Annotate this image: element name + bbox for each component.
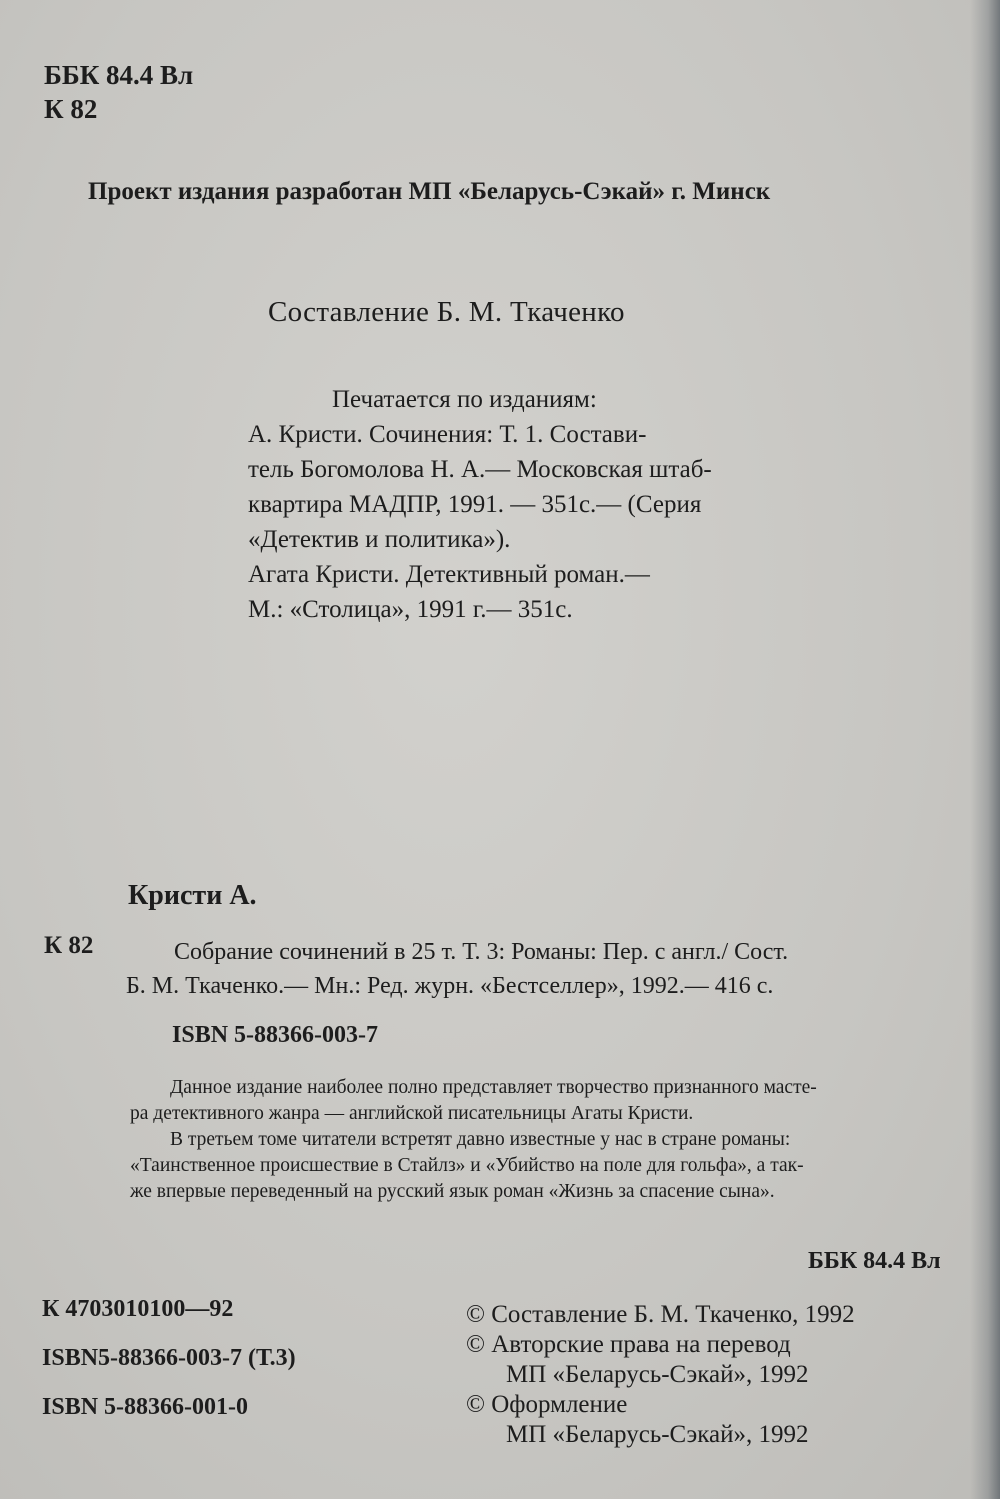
bbk-classification-top xyxy=(44,58,193,126)
source-line: Агата Кристи. Детективный роман.— xyxy=(248,561,650,588)
bibliographic-description xyxy=(126,935,789,1003)
copyright-line: МП «Беларусь-Сэкай», 1992 xyxy=(506,1421,809,1448)
publisher-code: К 4703010100—92 xyxy=(42,1296,234,1322)
page-edge-shadow xyxy=(970,0,1000,1499)
copyright-line: © Составление Б. М. Ткаченко, 1992 xyxy=(466,1301,855,1328)
catalog-code: К 82 xyxy=(44,932,94,959)
copyright-block xyxy=(466,1300,855,1450)
sources-block xyxy=(248,382,712,627)
isbn-volume: ISBN5-88366-003-7 (Т.3) xyxy=(42,1345,296,1371)
source-line: тель Богомолова Н. А.— Московская штаб- xyxy=(248,456,712,483)
project-line: Проект издания разработан МП «Беларусь-Сэкай» г. Минск xyxy=(88,178,771,205)
bbk-classification-bottom: ББК 84.4 Вл xyxy=(808,1248,941,1274)
publication-codes xyxy=(42,1296,296,1443)
bbk-code: ББК 84.4 Вл xyxy=(44,60,194,90)
annotation-line: ра детективного жанра — английской писательницы Агаты Кристи. xyxy=(130,1103,694,1124)
copyright-line: © Авторские права на перевод xyxy=(466,1331,791,1358)
sources-heading: Печатается по изданиям: xyxy=(332,386,597,413)
isbn-series: ISBN 5-88366-001-0 xyxy=(42,1394,249,1420)
annotation-block xyxy=(130,1075,817,1205)
description-line: Б. М. Ткаченко.— Мн.: Ред. журн. «Бестселлер», 1992.— 416 с. xyxy=(126,973,774,999)
description-line: Собрание сочинений в 25 т. Т. 3: Романы: Пер. с англ./ Сост. xyxy=(174,939,789,965)
source-line: «Детектив и политика»). xyxy=(248,526,511,553)
annotation-line: Данное издание наиболее полно представляет творчество признанного масте- xyxy=(170,1077,817,1098)
copyright-line: © Оформление xyxy=(466,1391,628,1418)
source-line: А. Кристи. Сочинения: Т. 1. Состави- xyxy=(248,421,647,448)
annotation-line: В третьем томе читатели встретят давно известные у нас в стране романы: xyxy=(170,1129,791,1150)
author-mark: К 82 xyxy=(44,94,98,124)
author-heading: Кристи А. xyxy=(128,880,257,911)
source-line: квартира МАДПР, 1991. — 351с.— (Серия xyxy=(248,491,702,518)
annotation-line: же впервые переведенный на русский язык роман «Жизнь за спасение сына». xyxy=(130,1181,775,1202)
annotation-line: «Таинственное происшествие в Стайлз» и «Убийство на поле для гольфа», а так- xyxy=(130,1155,804,1176)
copyright-line: МП «Беларусь-Сэкай», 1992 xyxy=(506,1361,809,1388)
compiler-line: Составление Б. М. Ткаченко xyxy=(268,296,625,328)
source-line: М.: «Столица», 1991 г.— 351с. xyxy=(248,596,573,623)
isbn-main: ISBN 5-88366-003-7 xyxy=(172,1022,379,1048)
